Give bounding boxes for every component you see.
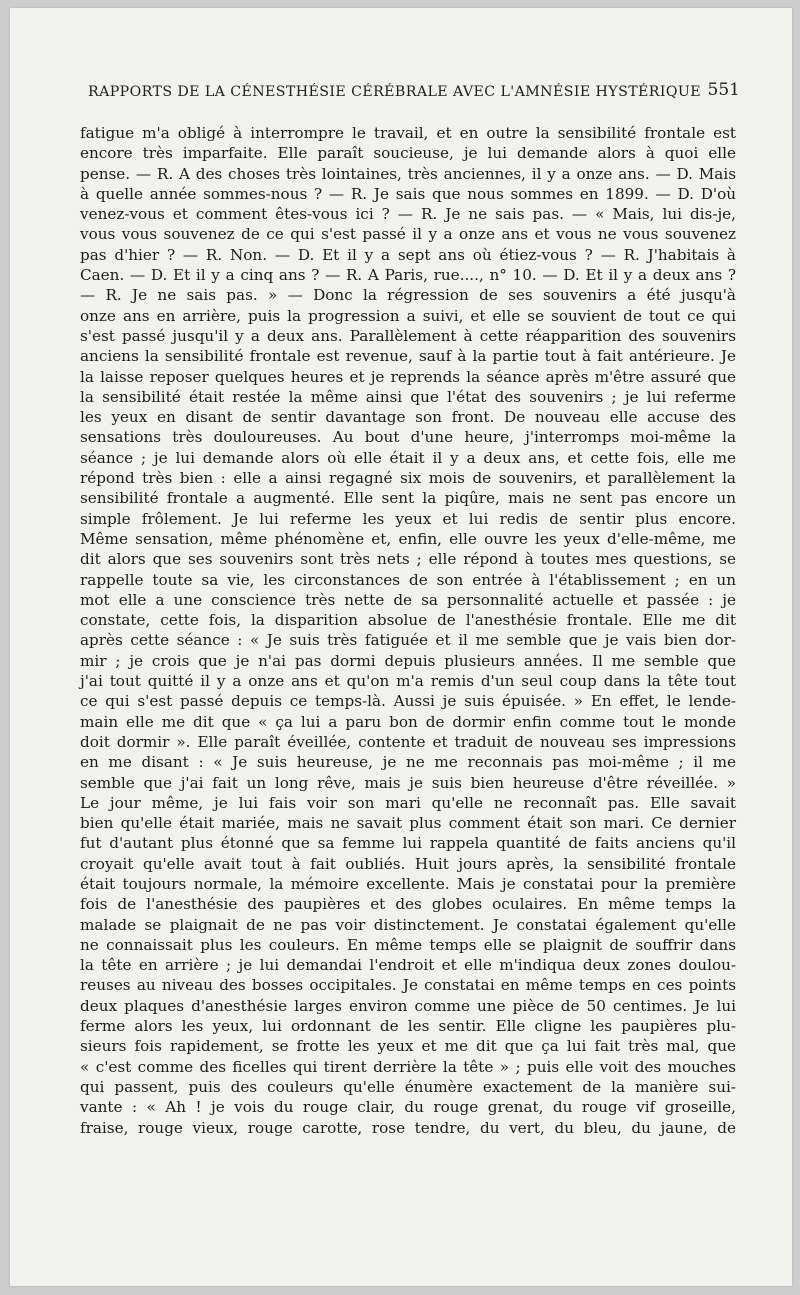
text-line: les yeux en disant de sentir davantage son front. De nouveau elle accuse des <box>80 408 736 427</box>
text-line: sensibilité frontale a augmenté. Elle sent la piqûre, mais ne sent pas encore un <box>80 489 736 508</box>
body-text <box>80 123 736 1138</box>
page-number: 551 <box>707 80 740 100</box>
text-line: malade se plaignait de ne pas voir distinctement. Je constatai également qu'elle <box>80 915 736 934</box>
text-line: la laisse reposer quelques heures et je reprends la séance après m'être assuré que <box>80 367 736 386</box>
text-line: en me disant : « Je suis heureuse, je ne me reconnais pas moi-même ; il me <box>80 753 736 772</box>
text-line: Même sensation, même phénomène et, enfin, elle ouvre les yeux d'elle-même, me <box>80 529 736 548</box>
text-line: mir ; je crois que je n'ai pas dormi depuis plusieurs années. Il me semble que <box>80 651 736 670</box>
text-line: fatigue m'a obligé à interrompre le travail, et en outre la sensibilité frontale est <box>80 124 736 142</box>
text-line: j'ai tout quitté il y a onze ans et qu'on m'a remis d'un seul coup dans la tête tout <box>80 672 736 691</box>
text-line: à quelle année sommes-nous ? — R. Je sais que nous sommes en 1899. — D. D'où <box>80 184 736 203</box>
text-line: ce qui s'est passé depuis ce temps-là. Aussi je suis épuisée. » En effet, le lende- <box>80 692 736 711</box>
text-line: pense. — R. A des choses très lointaines, très anciennes, il y a onze ans. — D. Mais <box>80 164 736 183</box>
text-line: sieurs fois rapidement, se frotte les yeux et me dit que ça lui fait très mal, que <box>80 1037 736 1056</box>
text-line: doit dormir ». Elle paraît éveillée, contente et traduit de nouveau ses impressions <box>80 732 736 751</box>
text-line: fois de l'anesthésie des paupières et des globes oculaires. En même temps la <box>80 895 736 914</box>
running-title: RAPPORTS DE LA CÉNESTHÉSIE CÉRÉBRALE AVEC L'AMNÉSIE HYSTÉRIQUE <box>88 84 702 100</box>
text-line: venez-vous et comment êtes-vous ici ? — R. Je ne sais pas. — « Mais, lui dis-je, <box>80 205 736 224</box>
text-line: la sensibilité était restée la même ainsi que l'état des souvenirs ; je lui referme <box>80 387 736 406</box>
text-line: croyait qu'elle avait tout à fait oubliés. Huit jours après, la sensibilité frontale <box>80 854 736 873</box>
text-line: séance ; je lui demande alors où elle était il y a deux ans, et cette fois, elle me <box>80 448 736 467</box>
text-line: — R. Je ne sais pas. » — Donc la régression de ses souvenirs a été jusqu'à <box>80 286 736 305</box>
text-line: qui passent, puis des couleurs qu'elle énumère exactement de la manière sui- <box>80 1077 736 1096</box>
text-line: ne connaissait plus les couleurs. En même temps elle se plaignit de souffrir dans <box>80 935 736 954</box>
running-header <box>80 74 740 104</box>
text-line: pas d'hier ? — R. Non. — D. Et il y a sept ans où étiez-vous ? — R. J'habitais à <box>80 245 736 264</box>
text-line: Caen. — D. Et il y a cinq ans ? — R. A Paris, rue...., n° 10. — D. Et il y a deux ans ? <box>80 266 736 285</box>
text-line: « c'est comme des ficelles qui tirent derrière la tête » ; puis elle voit des mouches <box>80 1057 736 1076</box>
text-line: reuses au niveau des bosses occipitales. Je constatai en même temps en ces points <box>80 976 736 995</box>
text-line: simple frôlement. Je lui referme les yeux et lui redis de sentir plus encore. <box>80 509 736 528</box>
text-line: répond très bien : elle a ainsi regagné six mois de souvenirs, et parallèlement la <box>80 469 736 488</box>
text-line: bien qu'elle était mariée, mais ne savait plus comment était son mari. Ce dernier <box>80 814 736 833</box>
text-line: fraise, rouge vieux, rouge carotte, rose tendre, du vert, du bleu, du jaune, de <box>80 1118 736 1137</box>
text-line: anciens la sensibilité frontale est revenue, sauf à la partie tout à fait antérieure. Je <box>80 347 736 366</box>
text-line: ferme alors les yeux, lui ordonnant de les sentir. Elle cligne les paupières plu- <box>80 1017 736 1036</box>
text-line: s'est passé jusqu'il y a deux ans. Parallèlement à cette réapparition des souvenirs <box>80 326 736 345</box>
text-line: constate, cette fois, la disparition absolue de l'anesthésie frontale. Elle me dit <box>80 611 736 630</box>
text-line: rappelle toute sa vie, les circonstances de son entrée à l'établissement ; en un <box>80 570 736 589</box>
text-line: vante : « Ah ! je vois du rouge clair, du rouge grenat, du rouge vif groseille, <box>80 1098 736 1117</box>
text-line: la tête en arrière ; je lui demandai l'endroit et elle m'indiqua deux zones doulou- <box>80 956 736 975</box>
text-line: main elle me dit que « ça lui a paru bon de dormir enfin comme tout le monde <box>80 712 736 731</box>
text-line: deux plaques d'anesthésie larges environ comme une pièce de 50 centimes. Je lui <box>80 996 736 1015</box>
text-line: Le jour même, je lui fais voir son mari qu'elle ne reconnaît pas. Elle savait <box>80 793 736 812</box>
text-line: mot elle a une conscience très nette de sa personnalité actuelle et passée : je <box>80 590 736 609</box>
text-line: après cette séance : « Je suis très fatiguée et il me semble que je vais bien dor- <box>80 631 736 650</box>
text-line: semble que j'ai fait un long rêve, mais je suis bien heureuse d'être réveillée. » <box>80 773 736 792</box>
text-line: fut d'autant plus étonné que sa femme lui rappela quantité de faits anciens qu'il <box>80 834 736 853</box>
text-line: était toujours normale, la mémoire excellente. Mais je constatai pour la première <box>80 874 736 893</box>
text-line: onze ans en arrière, puis la progression a suivi, et elle se souvient de tout ce qui <box>80 306 736 325</box>
text-line: dit alors que ses souvenirs sont très nets ; elle répond à toutes mes questions, se <box>80 550 736 569</box>
text-line: encore très imparfaite. Elle paraît soucieuse, je lui demande alors à quoi elle <box>80 144 736 163</box>
text-line: vous vous souvenez de ce qui s'est passé il y a onze ans et vous ne vous souvenez <box>80 225 736 244</box>
book-page <box>10 8 792 1286</box>
text-line: sensations très douloureuses. Au bout d'une heure, j'interromps moi-même la <box>80 428 736 447</box>
